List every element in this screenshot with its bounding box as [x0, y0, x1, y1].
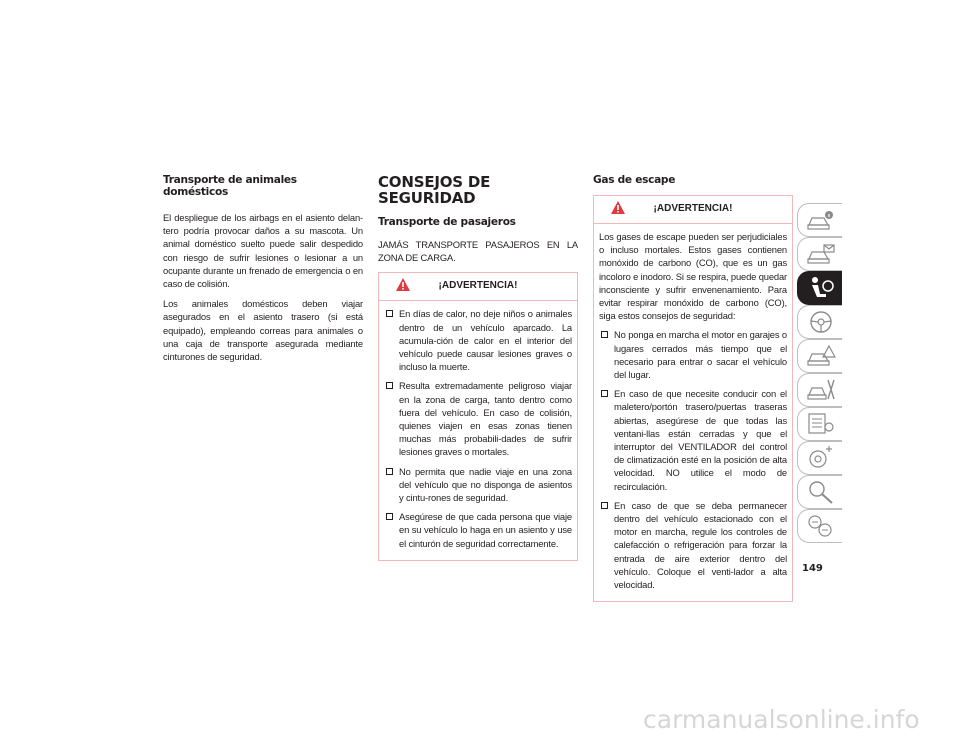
warning-body [594, 224, 792, 601]
list-item [384, 465, 572, 505]
car-service-icon [806, 411, 836, 437]
list-item-text: En caso de que se deba permanecer dentro del vehículo estacionado con el motor en marcha, regule los controles de calefacción o refrigeración para forzar la entrada de aire exterior dentro del vehículo. Coloque el venti-lador a alta velocidad. [614, 499, 787, 591]
list-item [599, 328, 787, 381]
checkbox-bullet-icon [601, 502, 608, 509]
tab-emergency[interactable] [797, 339, 842, 373]
section-title: CONSEJOS DE SEGURIDAD [378, 173, 491, 207]
warning-body [379, 301, 577, 559]
warning-box [593, 195, 793, 602]
checkbox-bullet-icon [386, 468, 393, 475]
list-item [384, 379, 572, 458]
car-key-icon [806, 241, 836, 267]
list-item-text: En días de calor, no deje niños o animales dentro de un vehículo aparcado. La acumula-ción de calor en el interior del vehículo puede causar lesiones graves o incluso la muerte. [399, 308, 572, 373]
search-index-icon [806, 479, 836, 505]
heading-pets: Transporte de animales domésticos [163, 174, 297, 198]
list-item-text: Resulta extremadamente peligroso viajar en la zona de carga, tanto dentro como fuera del vehículo. En caso de colisión, quienes viajen en esas zonas tienen muchas más probabili-dades de sufrir lesiones graves o mortales. [399, 380, 572, 458]
checkbox-bullet-icon [386, 382, 393, 389]
list-item-text: No permita que nadie viaje en una zona del vehículo que no disponga de asientos y cintu-rones de seguridad. [399, 465, 572, 504]
tab-car-info[interactable] [797, 203, 842, 237]
paragraph: Los animales domésticos deben viajar asegurados en el asiento trasero (si está equipado), empleando correas para animales o una caja de transporte asegurada mediante cinturones de seguridad. [163, 298, 363, 363]
specifications-icon [806, 445, 836, 471]
list-item [384, 307, 572, 373]
heading-passengers: Transporte de pasajeros [378, 216, 516, 228]
list-item [599, 387, 787, 493]
tab-driving[interactable] [797, 305, 842, 339]
watermark: carmanualsonline.info [643, 705, 920, 734]
column-middle [378, 174, 578, 561]
warning-header [379, 273, 577, 301]
list-item-text: Asegúrese de que cada persona que viaje en su vehículo lo haga en un asiento y use el cinturón de seguridad correctamente. [399, 511, 572, 549]
tab-index[interactable] [797, 475, 842, 509]
warning-intro: Los gases de escape pueden ser perjudiciales o incluso mortales. Estos gases contienen monóxido de carbono (CO), que es un gas incoloro e inodoro. Si se respira, puede quedar inconsciente y sufrir envenenamiento. Para evitar respirar monóxido de carbono (CO), siga estos consejos de seguridad: [599, 231, 787, 322]
warning-header [594, 196, 792, 224]
tab-languages[interactable] [797, 509, 842, 543]
list-item-text: No ponga en marcha el motor en garajes o lugares cerrados más tiempo que el necesario para entrar o sacar el vehículo del lugar. [614, 329, 787, 381]
checkbox-bullet-icon [601, 390, 608, 397]
column-right [593, 174, 793, 602]
language-icon [806, 513, 836, 539]
car-info-icon [806, 207, 836, 233]
warning-title: ¡ADVERTENCIA! [438, 280, 518, 292]
car-tools-icon [806, 377, 836, 403]
checkbox-bullet-icon [601, 331, 608, 338]
tab-service[interactable] [797, 407, 842, 441]
list-item-text: En caso de que necesite conducir con el maletero/portón trasero/puertas traseras abiertas, asegúrese de que todas las ventani-llas están cerradas y que el interruptor del VENTILADOR del control de climatización esté en la posición de alta velocidad. NO utilice el modo de recirculación. [614, 388, 787, 492]
heading-exhaust: Gas de escape [593, 174, 676, 186]
tab-maintenance[interactable] [797, 373, 842, 407]
steering-wheel-icon [806, 309, 836, 335]
warning-box [378, 272, 578, 560]
paragraph: El despliegue de los airbags en el asiento delan-tero podría provocar daños a su mascota. Un animal doméstico suelto puede salir despedido con riesgo de sufrir lesiones o lesionar a un ocupante durante un frenado de emergencia o en caso de colisión. [163, 212, 363, 290]
checkbox-bullet-icon [386, 310, 393, 317]
tab-safety[interactable] [797, 271, 842, 305]
tab-specifications[interactable] [797, 441, 842, 475]
list-item [599, 499, 787, 591]
tab-car-key[interactable] [797, 237, 842, 271]
column-left [163, 174, 363, 370]
checkbox-bullet-icon [386, 513, 393, 520]
car-warning-icon [806, 343, 836, 369]
paragraph: JAMÁS TRANSPORTE PASAJEROS EN LA ZONA DE CARGA. [378, 239, 578, 264]
airbag-seat-icon [806, 275, 836, 301]
page-number: 149 [802, 563, 823, 574]
warning-title: ¡ADVERTENCIA! [653, 203, 733, 214]
list-item [384, 510, 572, 550]
